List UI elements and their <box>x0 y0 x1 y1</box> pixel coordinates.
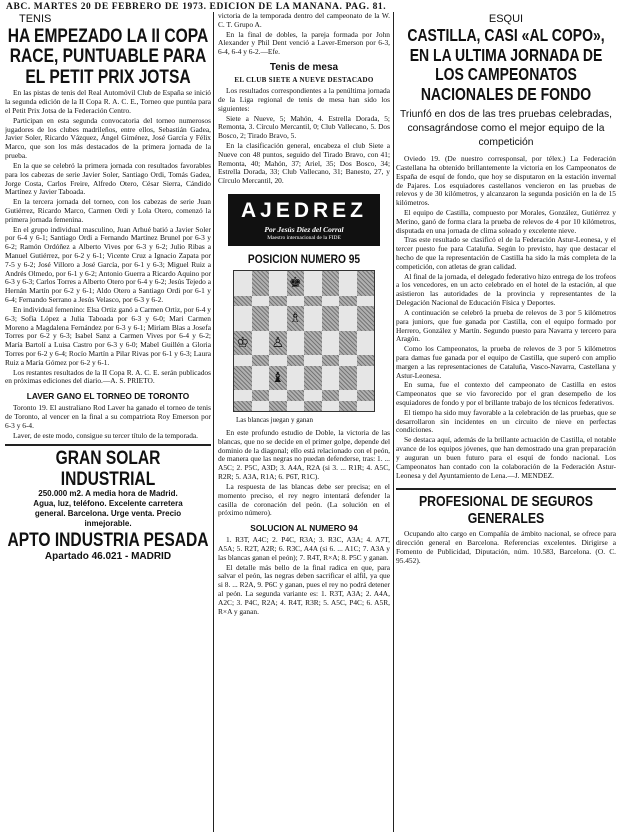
board-square <box>322 366 340 391</box>
article-body <box>218 12 390 57</box>
board-square <box>234 366 252 391</box>
board-square <box>269 306 287 331</box>
column-ski <box>396 12 616 832</box>
ad-footer: Apartado 46.021 - MADRID <box>44 550 172 562</box>
board-square <box>322 401 340 412</box>
board-square <box>304 271 322 296</box>
board-square <box>252 390 270 401</box>
section-label: TENIS <box>19 13 52 25</box>
board-square <box>322 355 340 366</box>
board-square <box>339 390 357 401</box>
board-square <box>339 306 357 331</box>
ad-text <box>396 530 616 565</box>
board-square <box>269 271 287 296</box>
board-square <box>322 331 340 356</box>
headline: CASTILLA, CASI «AL COPO», EN LA ULTIMA JORNADA DE LOS CAMPEONATOS NACIONALES DE FONDO <box>407 25 605 104</box>
paragraph: A continuación se celebró la prueba de relevos de 3 por 5 kilómetros para juniors, que fue ganada por Castilla, con el equipo formado por Herrero, González y Martín. Segundo puesto para Navarra y tercero para Aragón. <box>396 307 616 344</box>
page-header: ABC. MARTES 20 DE FEBRERO DE 1973. EDICION DE LA MAÑANA. PAG. 81. <box>6 2 387 12</box>
board-square <box>322 390 340 401</box>
paragraph: Tras este resultado se clasificó el de la Federación Astur-Leonesa, y el tercer puesto fue para Cataluña. Según lo previsto, hay que destacar el hecho de que la representación de Castilla ha sido la más completa de la competición, con atletas de gran calidad. <box>396 235 616 271</box>
column-chess <box>218 12 390 832</box>
paragraph: En suma, fue el contexto del campeonato de Castilla en estos Campeonatos que se vio favorecido por el gran desempeño de los esquiadores de fondo y por el brillante trabajo de los técnicos federativos. <box>396 380 616 408</box>
classified-ad <box>5 444 211 563</box>
board-square <box>269 296 287 307</box>
board-square <box>357 401 375 412</box>
board-square <box>287 296 305 307</box>
board-square <box>357 306 375 331</box>
subheadline: EL CLUB SIETE A NUEVE DESTACADO <box>234 76 374 85</box>
diagram-caption: Las blancas juegan y ganan <box>236 416 313 424</box>
paragraph: 1. R3T, A4C; 2. P4C, R3A; 3. R3C, A3A; 4. A7T, A5A; 5. R2T, A2R; 6. R3C, A4A (si 6. ... A1C; 7. A3A y las blancas ganan el peón); 7. R4T, R×A; 8. P5C y ganan. <box>218 535 390 562</box>
paragraph: El detalle más bello de la final radica en que, para salvar el peón, las negras deben sacrificar el alfil, ya que si 8. ... R2A, 9. P6C y ganan, pues el rey no podrá detener al peón. La segunda variante es: 1. R3T, A3A; 2. A4A, A2C; 3. P4C, R2A; 4. R4T, R3R; 5. A5C, P4C; 6. A5R, R×A y ganan. <box>218 562 390 616</box>
article-body <box>218 87 390 186</box>
board-square <box>304 355 322 366</box>
column-tennis <box>5 12 211 832</box>
paragraph: En individual femenino: Elsa Ortiz ganó a Carmen Ortiz, por 6-4 y 6-3; Sofía López a Julia Taboada por 6-3 y 6-0; Mari Carmen Moreno a Magdalena Fernández por 6-3 y 6-1; Miriam Blas a Josefa Torres por 6-2 y 6-3; Isabel Sanz a Carmen Vives por 6-4 y 6-2; María Bartolí a Luisa Castro por 6-3 y 6-0; Mabel Guillén a Gloria Torres por 6-2 y 6-4; Rocío Martín a Pilar Rivas por 6-1 y 6-3; Laura Ruiz a María Gómez por 6-2 y 6-1. <box>5 304 211 367</box>
board-square <box>234 401 252 412</box>
board-square <box>339 271 357 296</box>
paragraph: El equipo de Castilla, compuesto por Morales, González, Gutiérrez y Merino, ganó de forma clara la prueba de relevos de 4 por 10 kilómetros, disputada en una jornada de clima soleado y excelente nieve. <box>396 207 616 235</box>
paragraph: Laver, de este modo, consigue su tercer título de la temporada. <box>13 430 199 440</box>
board-square <box>304 296 322 307</box>
subheadline: SOLUCION AL NUMERO 94 <box>250 523 358 534</box>
board-square <box>304 401 322 412</box>
board-square <box>269 390 287 401</box>
board-square <box>357 296 375 307</box>
paragraph: Los restantes resultados de la II Copa R. A. C. E. serán publicados en próximas ediciones del diario.—A. S. PRIETO. <box>5 367 211 386</box>
article-body <box>218 536 390 616</box>
board-square <box>322 296 340 307</box>
ad-line: inmejorable. <box>84 518 132 528</box>
board-square <box>339 366 357 391</box>
board-square <box>339 331 357 356</box>
paragraph: En la final de dobles, la pareja formada por John Alexander y Phil Dent venció a Laver-Emerson por 6-3, 6-4, 6-4 y 6-2.—Efe. <box>218 29 390 57</box>
chess-piece-icon: ♙ <box>271 334 285 351</box>
paragraph: Al final de la jornada, el delegado federativo hizo entrega de los trofeos a los vencedores, en un acto celebrado en el hotel de la estación, al que asistieron las autoridades de la provincia y representantes de la Delegación Nacional de Educación Física y Deportes. <box>396 271 616 308</box>
board-square <box>234 306 252 331</box>
article-body <box>396 155 616 480</box>
board-square <box>357 366 375 391</box>
paragraph: Ocupando alto cargo en Compañía de ámbito nacional, se ofrece para dirección general en Barcelona. Referencias excelentes. Dirigirse a Fomento de Publicidad, Diputación, núm. 10.583, Barcelona. (O. C. 95.452). <box>396 529 616 565</box>
paragraph: En la clasificación general, encabeza el club Siete a Nueve con 48 puntos, seguido del Tirado Bravo, con 41; Remonta, 40; Mahón, 37; Ariel, 35; Dos Bosco, 34; Estrella Dorada, 33; Club Vallecano, 31; Banesto, 27, y Círculo Mercantil, 20. <box>218 140 390 186</box>
ad-title: PROFESIONAL DE SEGUROS GENERALES <box>418 493 594 527</box>
board-square <box>252 401 270 412</box>
board-square <box>287 401 305 412</box>
headline: HA EMPEZADO LA II COPA RACE, PUNTUABLE PARA EL PETIT PRIX JOTSA <box>7 25 209 88</box>
paragraph: Siete a Nueve, 5; Mahón, 4. Estrella Dorada, 5; Remonta, 3. Círculo Mercantil, 0; Club Vallecano, 5. Dos Bosco, 2; Tirado Bravo, 5. <box>218 113 390 141</box>
board-square <box>322 271 340 296</box>
position-title: POSICION NUMERO 95 <box>247 252 361 266</box>
board-square <box>322 306 340 331</box>
article-body <box>218 429 390 518</box>
ad-title: GRAN SOLAR INDUSTRIAL <box>55 447 161 490</box>
board-square <box>287 271 305 296</box>
ad-line: Agua, luz, teléfono. Excelente carretera <box>33 499 183 509</box>
board-square <box>339 296 357 307</box>
board-square <box>269 366 287 391</box>
board-square <box>357 355 375 366</box>
section-label: Tenis de mesa <box>269 62 339 74</box>
paragraph: En la tercera jornada del torneo, con los cabezas de serie Juan Gutiérrez, Ricardo Marco, Carmen Ordi y Lola Otero, comenzó la primera jornada femenina. <box>5 197 211 224</box>
chess-banner-byline: Por Jesús Díez del Corral <box>264 225 344 234</box>
paragraph: Participan en esta segunda convocatoria del torneo numerosos jugadores de los clubes madrileños, entre ellos, Sebastián Gadea, Javier Soler, Ricardo Vázquez, Ángel Giménez, José García y Félix Marco, que son los más destacados de la primera jornada de la prueba. <box>5 115 211 161</box>
board-square <box>234 271 252 296</box>
paragraph: En este profundo estudio de Doble, la victoria de las blancas, que no se decide en el primer golpe, depende del dominio de la diagonal; ello está relacionado con el peón, de manera que las negras no puedan defenderse, tras: 1. ... A5C; 2. P5C, A3D; 3. A4A, R2A (si 3. ... R1R; 4. A5C, R2R; 5. A3A, R1A; 6. P6T, R1C). <box>218 428 390 482</box>
board-square <box>234 355 252 366</box>
board-square <box>234 331 252 356</box>
paragraph: En el grupo individual masculino, Juan Arhué batió a Javier Soler por 6-4 y 6-1; Santiago Ordi a Fernando Martínez Brunel por 6-3 y 6-2; Ramón Ordóñez a Alberto Vives por 6-3 y 6-2; Julio Ribas a Manuel Gutiérrez, por 6-2 y 6-1; Vicente Cruz a Ignacio Zapata por 7-5 y 6-2; José Villoro a José García, por 6-1 y 6-3; Miguel Ruiz a Andrés Olmedo, por 6-1 y 6-2; Antonio Guerra a Ricardo Aquino por 6-3 y 6-3; Carlos Torres a Alberto Otero por 6-4 y 6-2; Jesús Tejedo a Hernán Martín por 6-2 y 6-1; Aldo Otero a Santiago Ordi por 6-1 y 6-4; Fernando Serrano a Jesús Velasco, por 6-3 y 6-2. <box>5 224 211 305</box>
paragraph: Toronto 19. El australiano Rod Laver ha ganado el torneo de tenis de Toronto, al vencer en la final a su compatriota Roy Emerson por 6-3 y 6-4. <box>5 403 211 430</box>
chess-piece-icon: ♝ <box>271 369 285 386</box>
article-body <box>5 404 211 440</box>
ad-line: 250.000 m2. A media hora de Madrid. <box>38 489 178 499</box>
board-square <box>339 401 357 412</box>
paragraph: victoria de la temporada dentro del campeonato de la W. C. T. Grupo A. <box>218 12 390 29</box>
chess-piece-icon: ♗ <box>288 310 302 327</box>
chess-banner-title: AJEDREZ <box>240 199 368 222</box>
board-square <box>287 390 305 401</box>
chess-banner-role: Maestro internacional de la FIDE <box>267 235 341 241</box>
board-square <box>234 390 252 401</box>
board-square <box>269 331 287 356</box>
board-square <box>287 331 305 356</box>
board-square <box>287 306 305 331</box>
board-square <box>234 296 252 307</box>
board-square <box>252 355 270 366</box>
board-square <box>357 331 375 356</box>
article-body <box>5 89 211 386</box>
paragraph: En las pistas de tenis del Real Automóvil Club de España se inició la segunda edición de la II Copa R. A. C. E., Torneo que puntúa para el Petit Prix Jotsa de la Federación Centro. <box>5 88 211 116</box>
board-square <box>269 401 287 412</box>
board-square <box>304 390 322 401</box>
board-square <box>252 366 270 391</box>
board-square <box>287 366 305 391</box>
board-square <box>269 355 287 366</box>
column-rule <box>393 12 394 832</box>
ad-title: APTO INDUSTRIA PESADA <box>7 529 209 552</box>
paragraph: La respuesta de las blancas debe ser precisa; en el momento preciso, el rey negro intentará defender la casilla de coronación del peón. (La solución en el próximo número). <box>218 481 390 518</box>
paragraph: En la que se celebró la primera jornada con resultados favorables para los cabezas de serie Javier Soler, Santiago Ordi, Tomás Gadea, Jorge Costa, Carlos Freire, Alfredo Otero, César Sierra, Cándido Martínez y Javier Taboada. <box>5 160 211 197</box>
paragraph: Los resultados correspondientes a la penúltima jornada de la Liga regional de tenis de mesa han sido los siguientes: <box>218 86 390 113</box>
paragraph: Oviedo 19. (De nuestro corresponsal, por télex.) La Federación Castellana ha obtenido brillantemente la victoria en los Campeonatos de España de esquí de fondo, que hoy se disputaron en la estación invernal de Pajares. Los esquiadores castellanos vencieron en las pruebas de relevos y de 30 kilómetros, y alcanzaron la segunda posición en la de 15 kilómetros. <box>396 154 616 208</box>
board-square <box>357 271 375 296</box>
paragraph: Se destaca aquí, además de la brillante actuación de Castilla, el notable avance de los equipos jóvenes, que han demostrado una gran preparación y auguran un buen futuro para el esquí de fondo nacional. Los Campeonatos han contado con la colaboración de la Federación Astur-Leonesa y del Ayuntamiento de Lena.—J. MENDEZ. <box>396 435 616 480</box>
column-rule <box>213 12 214 832</box>
classified-ad <box>396 488 616 565</box>
ad-line: general. Barcelona. Urge venta. Precio <box>34 508 182 518</box>
board-square <box>357 390 375 401</box>
chess-banner <box>228 194 380 246</box>
chess-piece-icon: ♔ <box>236 334 250 351</box>
board-square <box>252 331 270 356</box>
paragraph: El tiempo ha sido muy favorable a la celebración de las pruebas, que se desarrollaron sin incidentes en un circuito de nieve en perfectas condiciones. <box>396 407 616 435</box>
section-label: ESQUI <box>488 13 524 25</box>
board-square <box>339 355 357 366</box>
board-square <box>304 331 322 356</box>
board-square <box>252 271 270 296</box>
subheadline: LAVER GANO EL TORNEO DE TORONTO <box>26 391 190 402</box>
lead-paragraph: Triunfó en dos de las tres pruebas celebradas, consagrándose como el mejor equipo de la competición <box>400 109 612 148</box>
board-square <box>287 355 305 366</box>
chess-board <box>233 270 375 412</box>
board-square <box>304 306 322 331</box>
board-square <box>252 306 270 331</box>
board-square <box>252 296 270 307</box>
chess-piece-icon: ♚ <box>288 275 302 292</box>
board-square <box>304 366 322 391</box>
paragraph: Como los Campeonatos, la prueba de relevos de 3 por 5 kilómetros para damas fue ganada por el equipo de Castilla, que superó con amplio margen a las representaciones de Cataluña, Vasco-Navarra, Castellana y Astur-Leonesa. <box>396 344 616 380</box>
